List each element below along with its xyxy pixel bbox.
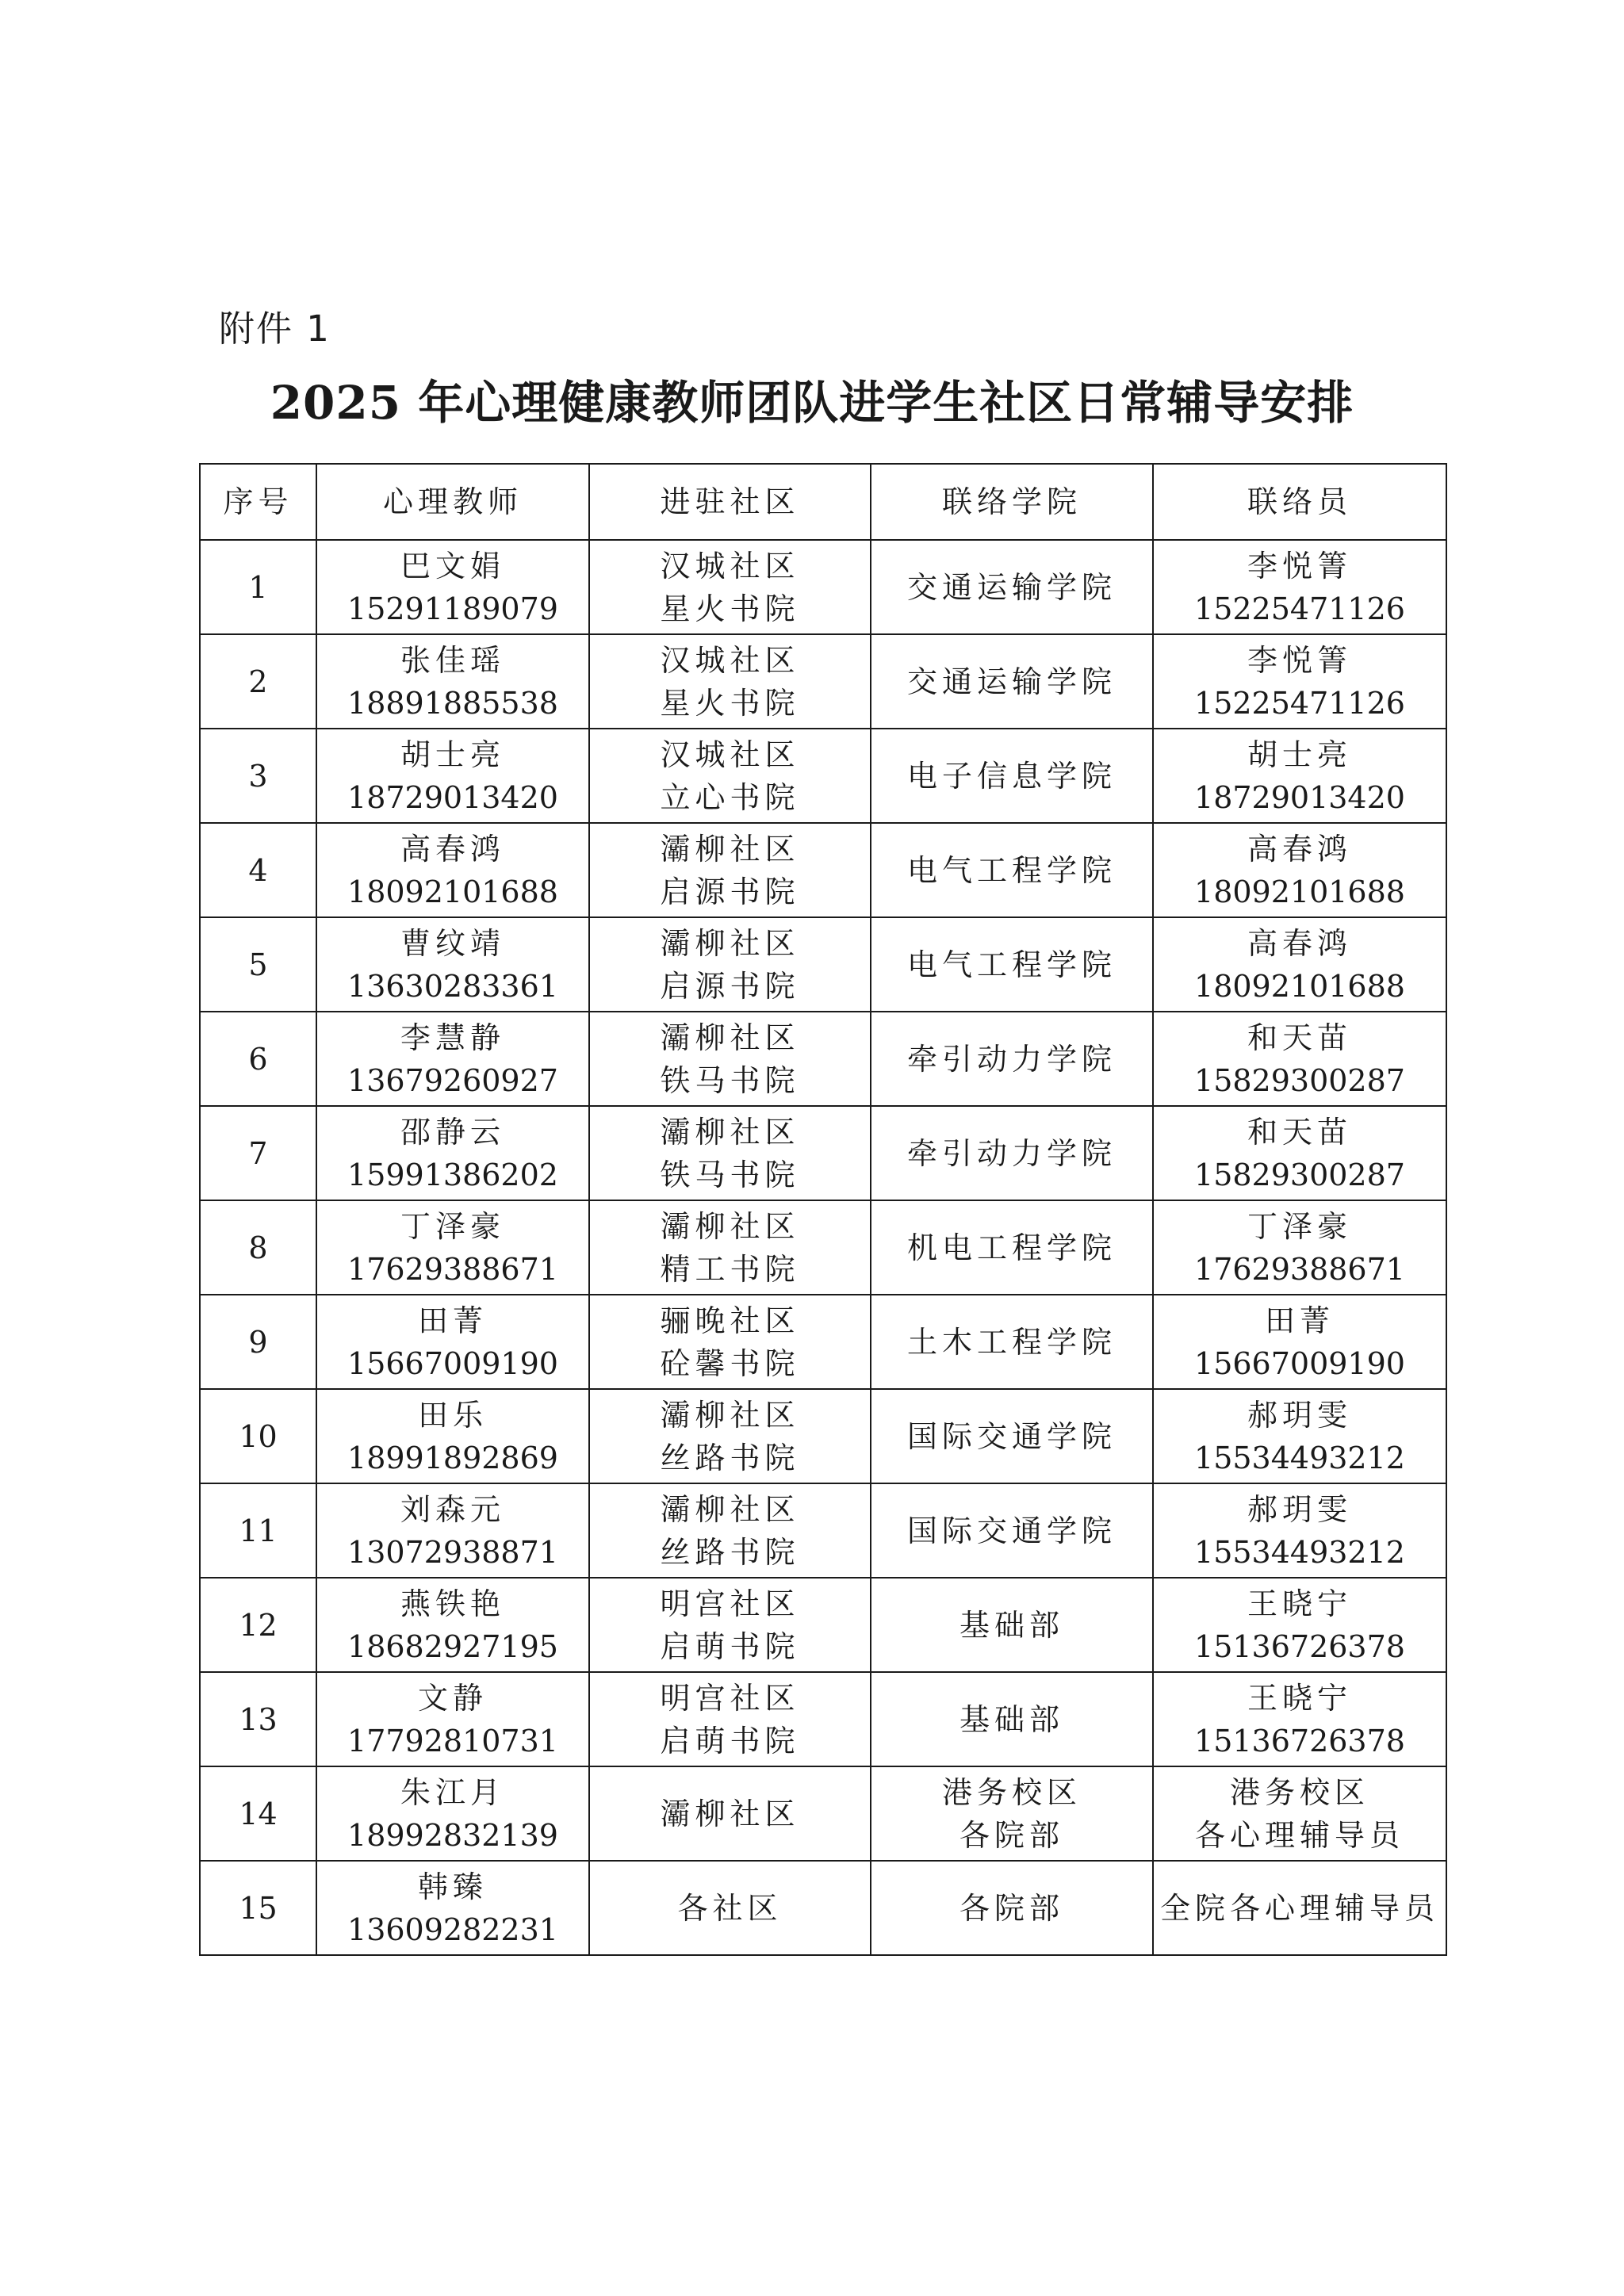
community-line: 灞柳社区 bbox=[660, 1208, 800, 1244]
row-number: 9 bbox=[248, 1324, 268, 1360]
row-number: 2 bbox=[248, 664, 268, 699]
college-line: 交通运输学院 bbox=[906, 664, 1116, 699]
table-row bbox=[200, 1106, 1446, 1200]
teacher-cell bbox=[316, 1106, 589, 1200]
teacher-phone: 18992832139 bbox=[347, 1817, 558, 1853]
community-line: 启源书院 bbox=[660, 968, 800, 1004]
row-number-cell bbox=[200, 1672, 316, 1766]
teacher-name: 朱江月 bbox=[400, 1774, 505, 1810]
liaison-line: 18729013420 bbox=[1194, 779, 1405, 815]
community-line: 明宫社区 bbox=[660, 1680, 800, 1716]
table-row bbox=[200, 1200, 1446, 1295]
row-number-cell bbox=[200, 1106, 316, 1200]
row-number-cell bbox=[200, 917, 316, 1012]
teacher-name: 韩臻 bbox=[417, 1869, 488, 1904]
community-cell bbox=[589, 540, 871, 634]
teacher-name: 胡士亮 bbox=[400, 737, 505, 772]
college-cell bbox=[871, 917, 1153, 1012]
college-line: 基础部 bbox=[959, 1607, 1064, 1643]
teacher-name: 李慧静 bbox=[400, 1020, 505, 1055]
community-cell bbox=[589, 1389, 871, 1483]
row-number-cell bbox=[200, 1200, 316, 1295]
college-line: 电子信息学院 bbox=[906, 758, 1116, 794]
table-row bbox=[200, 1389, 1446, 1483]
teacher-phone: 15991386202 bbox=[347, 1157, 558, 1192]
community-line: 启萌书院 bbox=[660, 1723, 800, 1758]
row-number: 3 bbox=[248, 758, 268, 794]
college-line: 交通运输学院 bbox=[906, 569, 1116, 605]
table-row bbox=[200, 1295, 1446, 1389]
teacher-cell bbox=[316, 1766, 589, 1861]
table-row bbox=[200, 540, 1446, 634]
liaison-line: 港务校区 bbox=[1229, 1774, 1369, 1810]
liaison-cell bbox=[1153, 1200, 1446, 1295]
liaison-line: 17629388671 bbox=[1194, 1251, 1405, 1287]
row-number: 4 bbox=[248, 852, 268, 888]
teacher-cell bbox=[316, 917, 589, 1012]
college-cell bbox=[871, 540, 1153, 634]
teacher-name: 燕铁艳 bbox=[400, 1586, 505, 1621]
liaison-line: 15225471126 bbox=[1194, 591, 1405, 626]
row-number-cell bbox=[200, 1389, 316, 1483]
arrangement-table bbox=[199, 463, 1447, 1956]
row-number-cell bbox=[200, 1861, 316, 1955]
community-cell bbox=[589, 1483, 871, 1578]
college-cell bbox=[871, 1200, 1153, 1295]
college-line: 基础部 bbox=[959, 1701, 1064, 1737]
community-cell bbox=[589, 1295, 871, 1389]
liaison-line: 李悦箐 bbox=[1247, 642, 1352, 678]
liaison-cell bbox=[1153, 1106, 1446, 1200]
liaison-cell bbox=[1153, 1672, 1446, 1766]
college-cell bbox=[871, 729, 1153, 823]
college-line: 各院部 bbox=[959, 1890, 1064, 1926]
liaison-line: 李悦箐 bbox=[1247, 548, 1352, 584]
college-line: 电气工程学院 bbox=[906, 947, 1116, 982]
table-row bbox=[200, 1861, 1446, 1955]
community-line: 汉城社区 bbox=[660, 642, 800, 678]
table-row bbox=[200, 1012, 1446, 1106]
community-line: 汉城社区 bbox=[660, 548, 800, 584]
table-row bbox=[200, 917, 1446, 1012]
community-line: 汉城社区 bbox=[660, 737, 800, 772]
teacher-phone: 18682927195 bbox=[347, 1628, 558, 1664]
row-number-cell bbox=[200, 1483, 316, 1578]
community-cell bbox=[589, 634, 871, 729]
community-line: 立心书院 bbox=[660, 779, 800, 815]
liaison-cell bbox=[1153, 540, 1446, 634]
college-line: 牵引动力学院 bbox=[906, 1041, 1116, 1077]
teacher-cell bbox=[316, 634, 589, 729]
college-line: 各院部 bbox=[959, 1817, 1064, 1853]
community-line: 各社区 bbox=[677, 1890, 783, 1926]
table-header-row bbox=[200, 464, 1446, 540]
teacher-phone: 17792810731 bbox=[347, 1723, 558, 1758]
teacher-phone: 18991892869 bbox=[347, 1440, 558, 1475]
table-row bbox=[200, 823, 1446, 917]
header-cell: 进驻社区 bbox=[589, 464, 871, 540]
community-line: 铁马书院 bbox=[660, 1062, 800, 1098]
community-line: 灞柳社区 bbox=[660, 1397, 800, 1433]
liaison-cell bbox=[1153, 1578, 1446, 1672]
teacher-cell bbox=[316, 1672, 589, 1766]
teacher-cell bbox=[316, 1012, 589, 1106]
teacher-cell bbox=[316, 729, 589, 823]
liaison-cell bbox=[1153, 1295, 1446, 1389]
document-title: 2025 年心理健康教师团队进学生社区日常辅导安排 bbox=[270, 376, 1354, 430]
community-line: 启源书院 bbox=[660, 874, 800, 909]
teacher-phone: 13679260927 bbox=[347, 1062, 558, 1098]
liaison-line: 15136726378 bbox=[1194, 1628, 1405, 1664]
college-line: 电气工程学院 bbox=[906, 852, 1116, 888]
liaison-line: 15225471126 bbox=[1194, 685, 1405, 721]
table-body bbox=[200, 540, 1446, 1955]
row-number: 10 bbox=[239, 1418, 278, 1454]
community-line: 灞柳社区 bbox=[660, 831, 800, 867]
teacher-phone: 17629388671 bbox=[347, 1251, 558, 1287]
community-cell bbox=[589, 1012, 871, 1106]
community-line: 星火书院 bbox=[660, 591, 800, 626]
teacher-name: 田乐 bbox=[417, 1397, 488, 1433]
college-cell bbox=[871, 1483, 1153, 1578]
community-cell bbox=[589, 1578, 871, 1672]
liaison-line: 和天苗 bbox=[1247, 1114, 1352, 1150]
header-cell: 联络员 bbox=[1153, 464, 1446, 540]
community-cell bbox=[589, 917, 871, 1012]
teacher-cell bbox=[316, 1200, 589, 1295]
liaison-cell bbox=[1153, 917, 1446, 1012]
teacher-cell bbox=[316, 1578, 589, 1672]
teacher-name: 巴文娟 bbox=[400, 548, 505, 584]
row-number: 8 bbox=[248, 1230, 268, 1265]
row-number: 6 bbox=[248, 1041, 268, 1077]
college-cell bbox=[871, 823, 1153, 917]
community-line: 灞柳社区 bbox=[660, 1796, 800, 1831]
teacher-cell bbox=[316, 1483, 589, 1578]
community-line: 星火书院 bbox=[660, 685, 800, 721]
community-cell bbox=[589, 1766, 871, 1861]
header-cell: 心理教师 bbox=[316, 464, 589, 540]
community-cell bbox=[589, 1672, 871, 1766]
header-cell: 序号 bbox=[200, 464, 316, 540]
teacher-cell bbox=[316, 540, 589, 634]
table-row bbox=[200, 1578, 1446, 1672]
liaison-cell bbox=[1153, 1012, 1446, 1106]
community-line: 灞柳社区 bbox=[660, 1491, 800, 1527]
teacher-name: 邵静云 bbox=[400, 1114, 505, 1150]
college-cell bbox=[871, 1389, 1153, 1483]
row-number: 12 bbox=[239, 1607, 278, 1643]
college-line: 牵引动力学院 bbox=[906, 1135, 1116, 1171]
row-number-cell bbox=[200, 540, 316, 634]
teacher-name: 田菁 bbox=[417, 1303, 488, 1338]
community-cell bbox=[589, 1106, 871, 1200]
table-row bbox=[200, 1672, 1446, 1766]
liaison-line: 15667009190 bbox=[1194, 1345, 1405, 1381]
community-line: 铁马书院 bbox=[660, 1157, 800, 1192]
liaison-line: 郝玥雯 bbox=[1247, 1491, 1352, 1527]
teacher-name: 高春鸿 bbox=[400, 831, 505, 867]
row-number: 13 bbox=[239, 1701, 278, 1737]
row-number-cell bbox=[200, 1578, 316, 1672]
row-number: 7 bbox=[248, 1135, 268, 1171]
college-cell bbox=[871, 1012, 1153, 1106]
teacher-name: 曹纹靖 bbox=[400, 925, 505, 961]
table-row bbox=[200, 1766, 1446, 1861]
liaison-cell bbox=[1153, 1766, 1446, 1861]
liaison-line: 15829300287 bbox=[1194, 1062, 1405, 1098]
college-line: 国际交通学院 bbox=[906, 1513, 1116, 1548]
community-line: 明宫社区 bbox=[660, 1586, 800, 1621]
row-number: 14 bbox=[239, 1796, 278, 1831]
college-line: 土木工程学院 bbox=[906, 1324, 1116, 1360]
liaison-line: 和天苗 bbox=[1247, 1020, 1352, 1055]
college-line: 机电工程学院 bbox=[906, 1230, 1116, 1265]
liaison-line: 郝玥雯 bbox=[1247, 1397, 1352, 1433]
row-number: 5 bbox=[248, 947, 268, 982]
teacher-phone: 18729013420 bbox=[347, 779, 558, 815]
row-number: 15 bbox=[239, 1890, 278, 1926]
liaison-line: 15534493212 bbox=[1194, 1440, 1405, 1475]
college-cell bbox=[871, 1672, 1153, 1766]
liaison-line: 高春鸿 bbox=[1247, 925, 1352, 961]
row-number: 1 bbox=[248, 569, 268, 605]
liaison-cell bbox=[1153, 1389, 1446, 1483]
college-cell bbox=[871, 1578, 1153, 1672]
liaison-cell bbox=[1153, 634, 1446, 729]
college-cell bbox=[871, 1766, 1153, 1861]
teacher-phone: 18092101688 bbox=[347, 874, 558, 909]
community-line: 灞柳社区 bbox=[660, 1020, 800, 1055]
row-number: 11 bbox=[239, 1513, 278, 1548]
college-line: 国际交通学院 bbox=[906, 1418, 1116, 1454]
teacher-cell bbox=[316, 1861, 589, 1955]
teacher-cell bbox=[316, 823, 589, 917]
community-line: 丝路书院 bbox=[660, 1534, 800, 1570]
teacher-name: 丁泽豪 bbox=[400, 1208, 505, 1244]
teacher-phone: 15667009190 bbox=[347, 1345, 558, 1381]
table-row bbox=[200, 1483, 1446, 1578]
teacher-cell bbox=[316, 1295, 589, 1389]
community-line: 丝路书院 bbox=[660, 1440, 800, 1475]
teacher-name: 文静 bbox=[417, 1680, 488, 1716]
college-cell bbox=[871, 634, 1153, 729]
community-line: 灞柳社区 bbox=[660, 925, 800, 961]
row-number-cell bbox=[200, 823, 316, 917]
liaison-line: 丁泽豪 bbox=[1247, 1208, 1352, 1244]
teacher-cell bbox=[316, 1389, 589, 1483]
row-number-cell bbox=[200, 729, 316, 823]
community-line: 精工书院 bbox=[660, 1251, 800, 1287]
liaison-line: 胡士亮 bbox=[1247, 737, 1352, 772]
liaison-line: 15136726378 bbox=[1194, 1723, 1405, 1758]
community-cell bbox=[589, 729, 871, 823]
liaison-line: 15829300287 bbox=[1194, 1157, 1405, 1192]
community-line: 砼馨书院 bbox=[660, 1345, 800, 1381]
college-cell bbox=[871, 1861, 1153, 1955]
row-number-cell bbox=[200, 1012, 316, 1106]
teacher-phone: 13630283361 bbox=[347, 968, 558, 1004]
row-number-cell bbox=[200, 1766, 316, 1861]
teacher-phone: 13609282231 bbox=[347, 1911, 558, 1947]
liaison-line: 全院各心理辅导员 bbox=[1159, 1890, 1439, 1926]
liaison-line: 高春鸿 bbox=[1247, 831, 1352, 867]
community-cell bbox=[589, 823, 871, 917]
liaison-line: 王晓宁 bbox=[1247, 1680, 1352, 1716]
liaison-line: 18092101688 bbox=[1194, 874, 1405, 909]
teacher-name: 刘森元 bbox=[400, 1491, 505, 1527]
liaison-line: 各心理辅导员 bbox=[1194, 1817, 1404, 1853]
table-row bbox=[200, 729, 1446, 823]
row-number-cell bbox=[200, 1295, 316, 1389]
teacher-phone: 15291189079 bbox=[347, 591, 558, 626]
college-cell bbox=[871, 1295, 1153, 1389]
liaison-line: 18092101688 bbox=[1194, 968, 1405, 1004]
liaison-cell bbox=[1153, 1861, 1446, 1955]
college-line: 港务校区 bbox=[941, 1774, 1082, 1810]
community-line: 启萌书院 bbox=[660, 1628, 800, 1664]
teacher-name: 张佳瑶 bbox=[400, 642, 505, 678]
liaison-line: 田菁 bbox=[1264, 1303, 1335, 1338]
liaison-line: 15534493212 bbox=[1194, 1534, 1405, 1570]
teacher-phone: 18891885538 bbox=[347, 685, 558, 721]
community-line: 灞柳社区 bbox=[660, 1114, 800, 1150]
liaison-line: 王晓宁 bbox=[1247, 1586, 1352, 1621]
college-cell bbox=[871, 1106, 1153, 1200]
row-number-cell bbox=[200, 634, 316, 729]
liaison-cell bbox=[1153, 729, 1446, 823]
teacher-phone: 13072938871 bbox=[347, 1534, 558, 1570]
liaison-cell bbox=[1153, 823, 1446, 917]
community-cell bbox=[589, 1200, 871, 1295]
header-cell: 联络学院 bbox=[871, 464, 1153, 540]
table-row bbox=[200, 634, 1446, 729]
community-cell bbox=[589, 1861, 871, 1955]
community-line: 骊晚社区 bbox=[660, 1303, 800, 1338]
attachment-label: 附件 1 bbox=[219, 308, 331, 350]
liaison-cell bbox=[1153, 1483, 1446, 1578]
